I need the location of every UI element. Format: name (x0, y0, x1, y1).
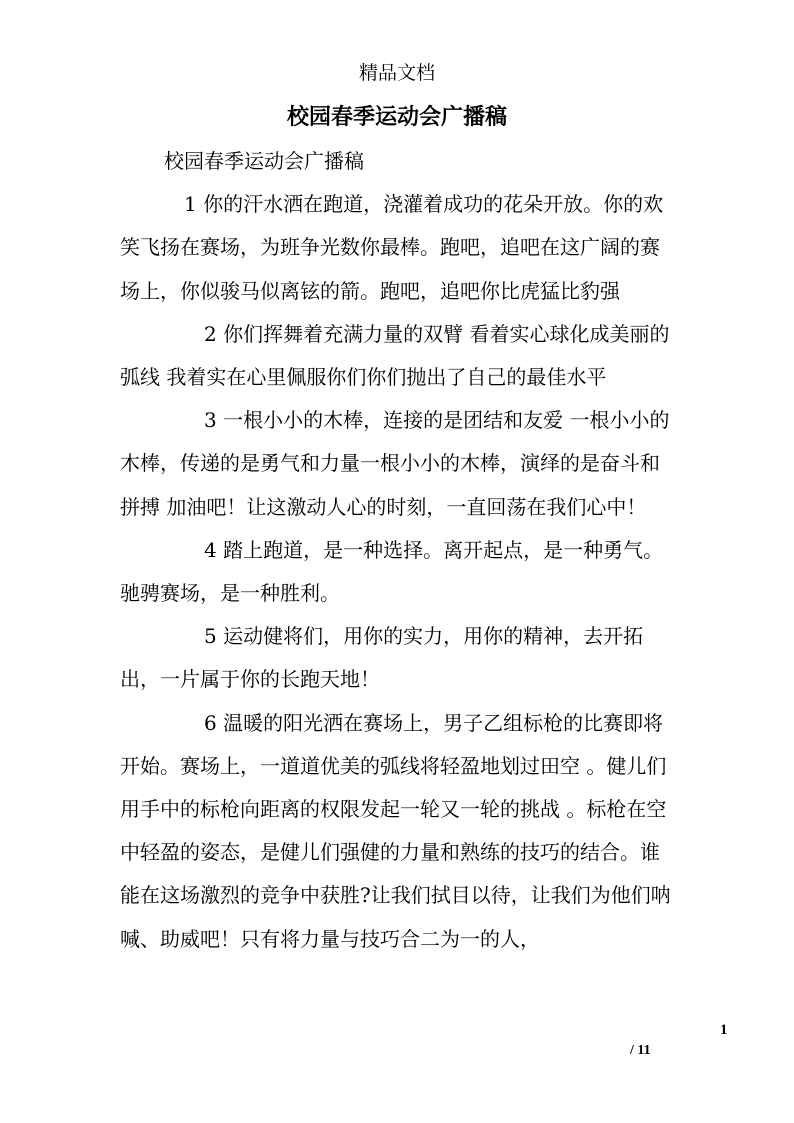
document-title: 校园春季运动会广播稿 (286, 104, 507, 130)
document-subtitle: 校园春季运动会广播稿 (164, 149, 364, 173)
paragraph-6: 6 温暖的阳光洒在赛场上，男子乙组标枪的比赛即将开始。赛场上，一道道优美的弧线将轻盈地划过田空 。健儿们用手中的标枪向距离的权限发起一轮又一轮的挑战 。标枪在空中轻盈的姿态，是健儿们强健的力量和熟练的技巧的结合。谁能在这场激烈的竞争中获胜?让我们拭目以待，让我们为他们呐喊、助威吧！只有将力量与技巧合二为一的人， (120, 710, 671, 951)
document-body (120, 140, 676, 961)
paragraph-1: 1 你的汗水洒在跑道，浇灌着成功的花朵开放。你的欢笑飞扬在赛场，为班争光数你最棒。跑吧，追吧在这广阔的赛场上，你似骏马似离铉的箭。跑吧，追吧你比虎猛比豹强 (120, 192, 664, 303)
paragraph-5: 5 运动健将们，用你的实力，用你的精神，去开拓出，一片属于你的长跑天地！ (120, 624, 644, 692)
document-header: 精品文档 (358, 62, 435, 84)
page-number: 1 (720, 1022, 728, 1038)
paragraph-2: 2 你们挥舞着充满力量的双臂 看着实心球化成美丽的弧线 我着实在心里佩服你们你们抛出了自己的最佳水平 (120, 321, 670, 390)
page-count: / 11 (630, 1043, 651, 1058)
paragraph-4: 4 踏上跑道，是一种选择。离开起点，是一种勇气。驰骋赛场，是一种胜利。 (120, 537, 664, 606)
paragraph-3: 3 一根小小的木棒，连接的是团结和友爱 一根小小的木棒，传递的是勇气和力量一根小小的木棒，演绎的是奋斗和拼搏 加油吧！让这激动人心的时刻，一直回荡在我们心中！ (120, 408, 670, 519)
